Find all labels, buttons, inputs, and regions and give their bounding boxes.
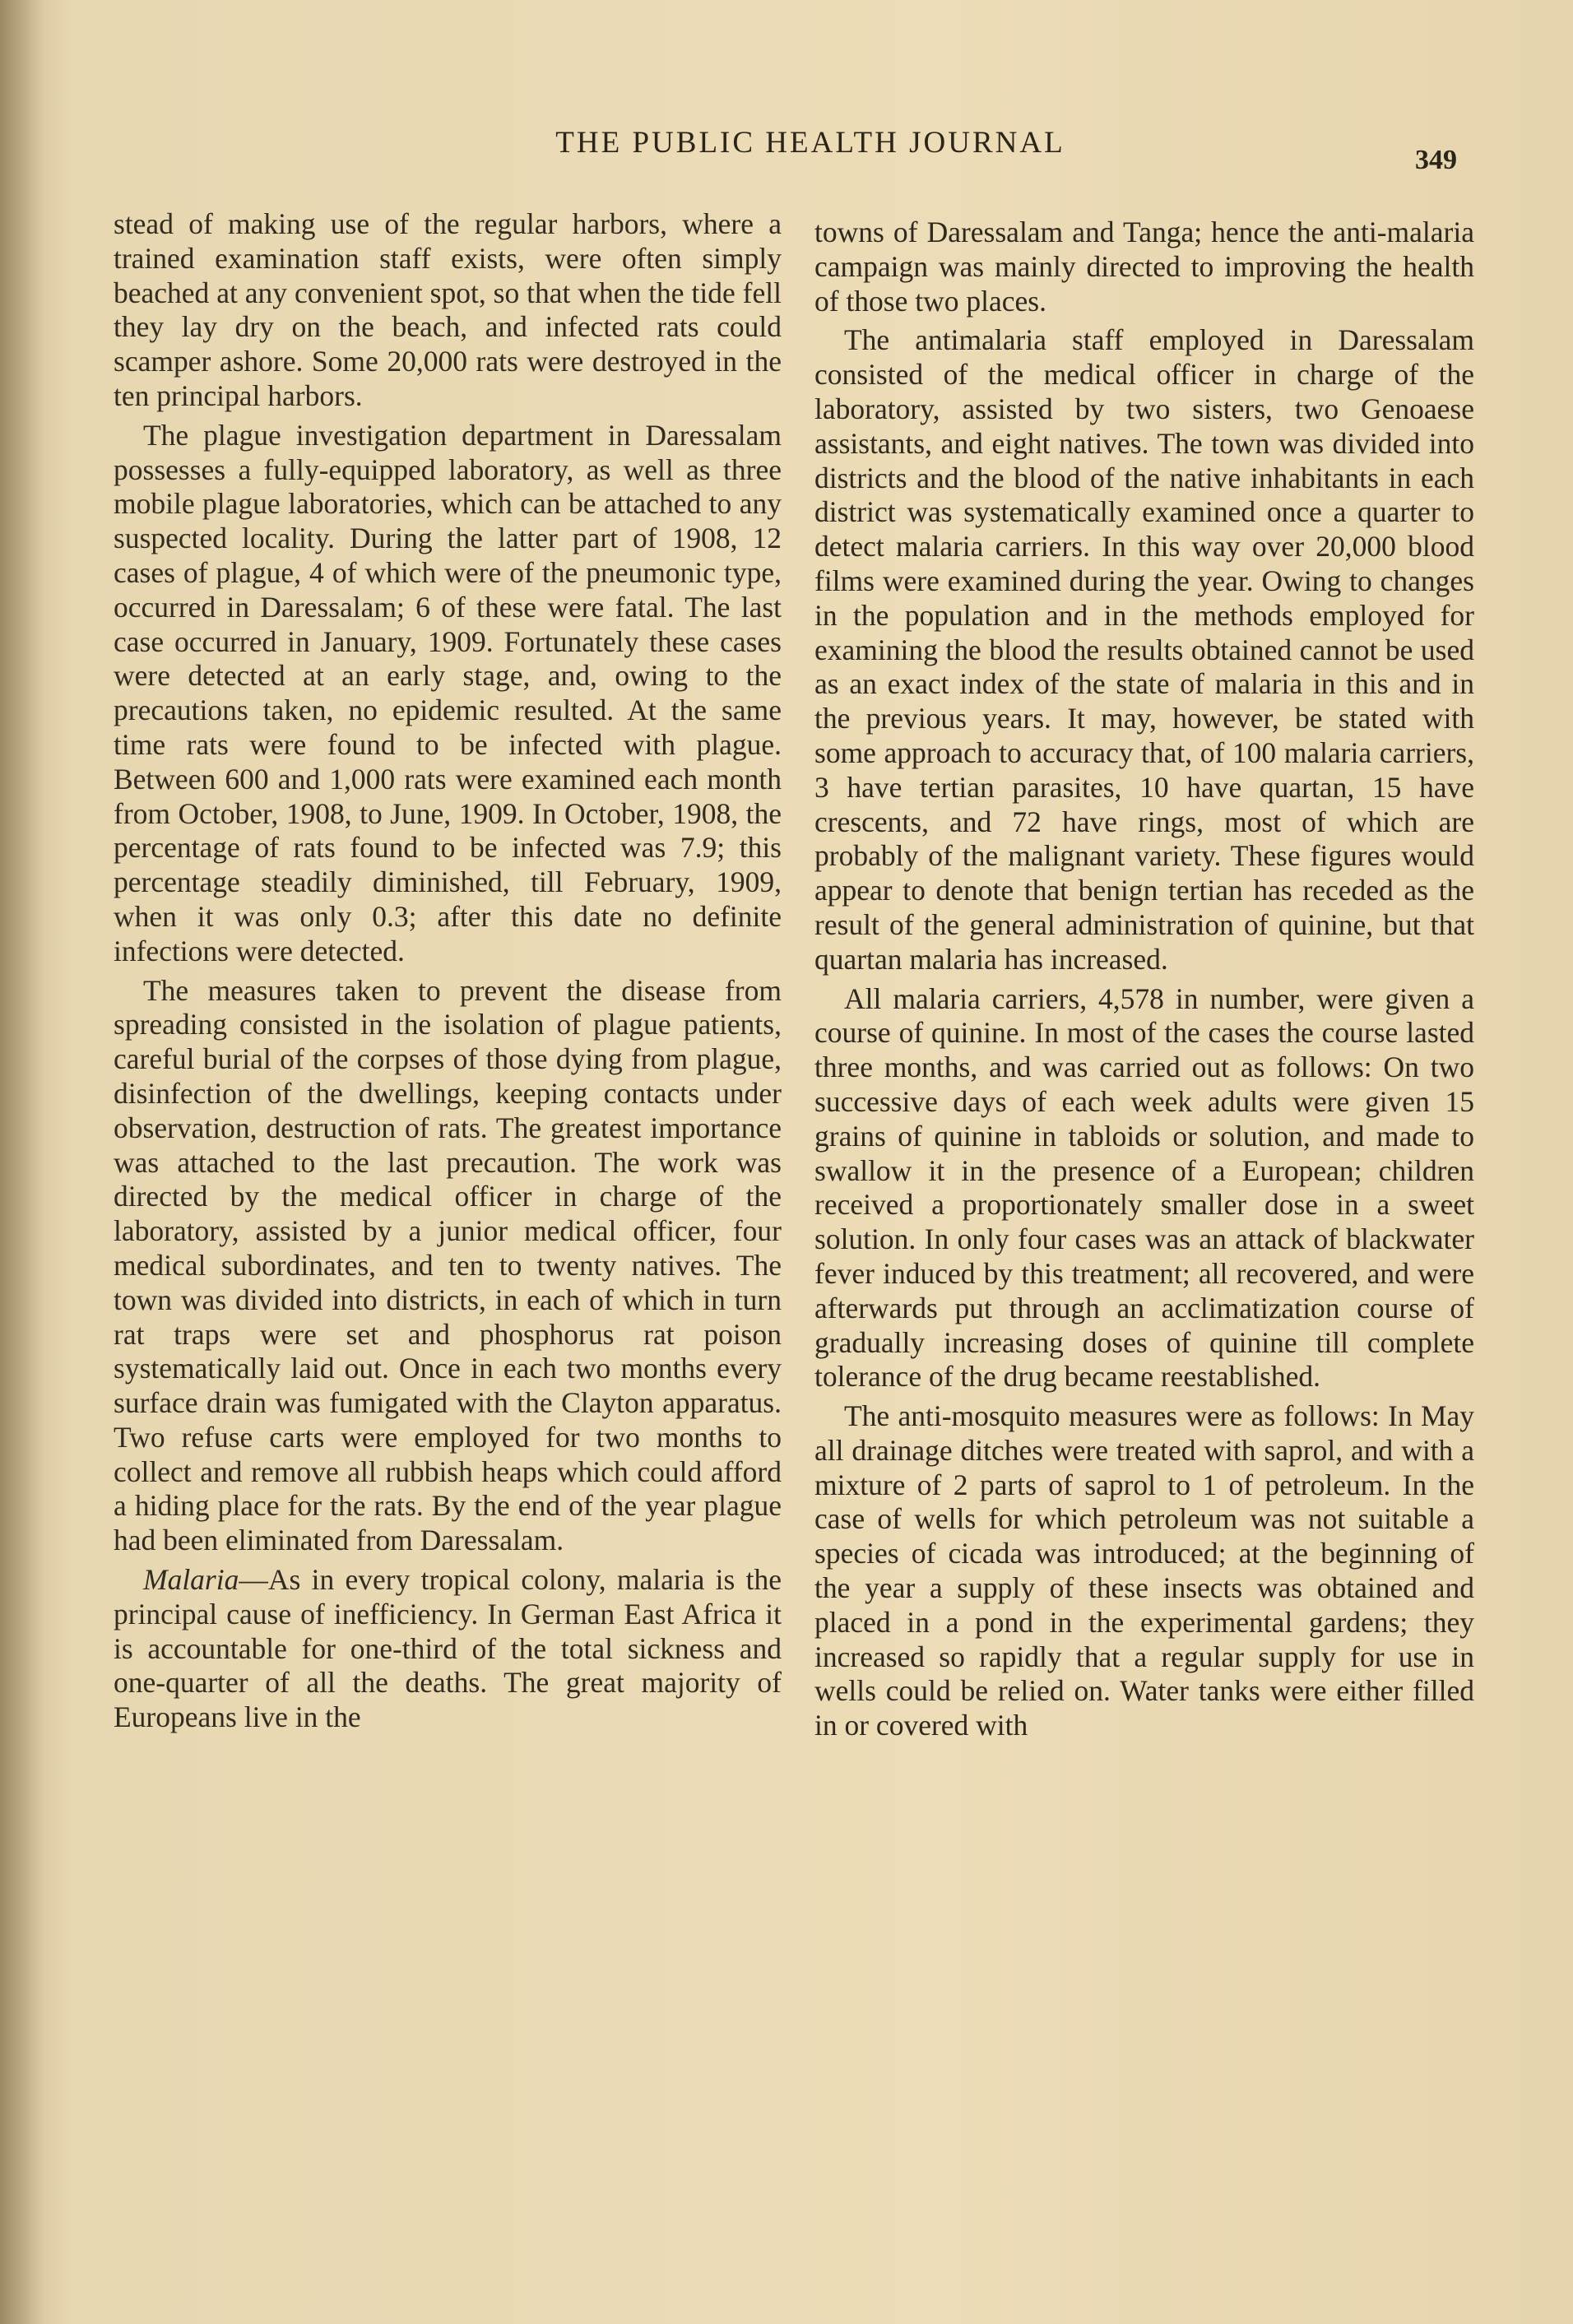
malaria-text: —As in every tropical colony, malaria is the principal cause of inefficiency. In German East Africa it is accountable for one-third of the total sickness and one-quarter of all the deaths. The great majority of Europeans live in the — [114, 1563, 782, 1734]
binding-gutter-shadow — [0, 0, 45, 2324]
paragraph-plague-measures: The measures taken to prevent the disease from spreading consisted in the isolation of plague patients, careful burial of the corpses of those dying from plague, disinfection of the dwellings, keeping contacts under observation, destruction of rats. The greatest importance was attached to the last precaution. The work was directed by the medical officer in charge of the laboratory, assisted by a junior medical officer, four medical subordinates, and ten to twenty natives. The town was divided into districts, in each of which in turn rat traps were set and phosphorus rat poison systematically laid out. Once in each two months every surface drain was fumigated with the Clayton apparatus. Two refuse carts were employed for two months to collect and remove all rubbish heaps which could afford a hiding place for the rats. By the end of the year plague had been eliminated from Daressalam. — [114, 973, 782, 1557]
paragraph-quinine-course: All malaria carriers, 4,578 in number, were given a course of quinine. In most of the cases the course lasted three months, and was carried out as follows: On two successive days of each week adults were given 15 grains of quinine in tabloids or solution, and made to swallow it in the presence of a European; children received a proportionately smaller dose in a sweet solution. In only four cases was an attack of blackwater fever induced by this treatment; all recovered, and were afterwards put through an acclimatization course of gradually increasing doses of quinine till complete tolerance of the drug became reestablished. — [814, 981, 1474, 1394]
left-column — [114, 207, 782, 1740]
paragraph-anti-mosquito: The anti-mosquito measures were as follows: In May all drainage ditches were treated with saprol, and with a mixture of 2 parts of saprol to 1 of petroleum. In the case of wells for which petroleum was not suitable a species of cicada was introduced; at the beginning of the year a supply of these insects was obtained and placed in a pond in the experimental gardens; they increased so rapidly that a regular supply for use in wells could be relied on. Water tanks were either filled in or covered with — [814, 1399, 1474, 1742]
paragraph-campaign-towns: towns of Daressalam and Tanga; hence the anti-malaria campaign was mainly directed to improving the health of those two places. — [814, 216, 1474, 318]
running-title: THE PUBLIC HEALTH JOURNAL — [555, 126, 1065, 160]
paragraph-plague-investigation: The plague investigation department in Daressalam possesses a fully-equipped laboratory, as well as three mobile plague laboratories, which can be attached to any suspected locality. During the latter part of 1908, 12 cases of plague, 4 of which were of the pneumonic type, occurred in Daressalam; 6 of these were fatal. The last case occurred in January, 1909. Fortunately these cases were detected at an early stage, and, owing to the precautions taken, no epidemic resulted. At the same time rats were found to be infected with plague. Between 600 and 1,000 rats were examined each month from October, 1908, to June, 1909. In October, 1908, the percentage of rats found to be infected was 7.9; this percentage steadily diminished, till February, 1909, when it was only 0.3; after this date no definite infections were detected. — [114, 418, 782, 967]
right-column — [814, 216, 1474, 1748]
page-number: 349 — [1415, 145, 1457, 175]
paragraph-malaria — [114, 1563, 782, 1735]
paragraph-harbors: stead of making use of the regular harbors, where a trained examination staff exists, were often simply beached at any convenient spot, so that when the tide fell they lay dry on the beach, and infected rats could scamper ashore. Some 20,000 rats were destroyed in the ten principal harbors. — [114, 207, 782, 412]
malaria-heading: Malaria — [143, 1563, 239, 1597]
paragraph-antimalaria-staff: The antimalaria staff employed in Daressalam consisted of the medical officer in charge of the laboratory, assisted by two sisters, two Genoaese assistants, and eight natives. The town was divided into districts and the blood of the native inhabitants in each district was systematically examined once a quarter to detect malaria carriers. In this way over 20,000 blood films were examined during the year. Owing to changes in the population and in the methods employed for examining the blood the results obtained cannot be used as an exact index of the state of malaria in this and in the previous years. It may, however, be stated with some approach to accuracy that, of 100 malaria carriers, 3 have tertian parasites, 10 have quartan, 15 have crescents, and 72 have rings, most of which are probably of the malignant variety. These figures would appear to denote that benign tertian has receded as the result of the general administration of quinine, but that quartan malaria has increased. — [814, 323, 1474, 976]
